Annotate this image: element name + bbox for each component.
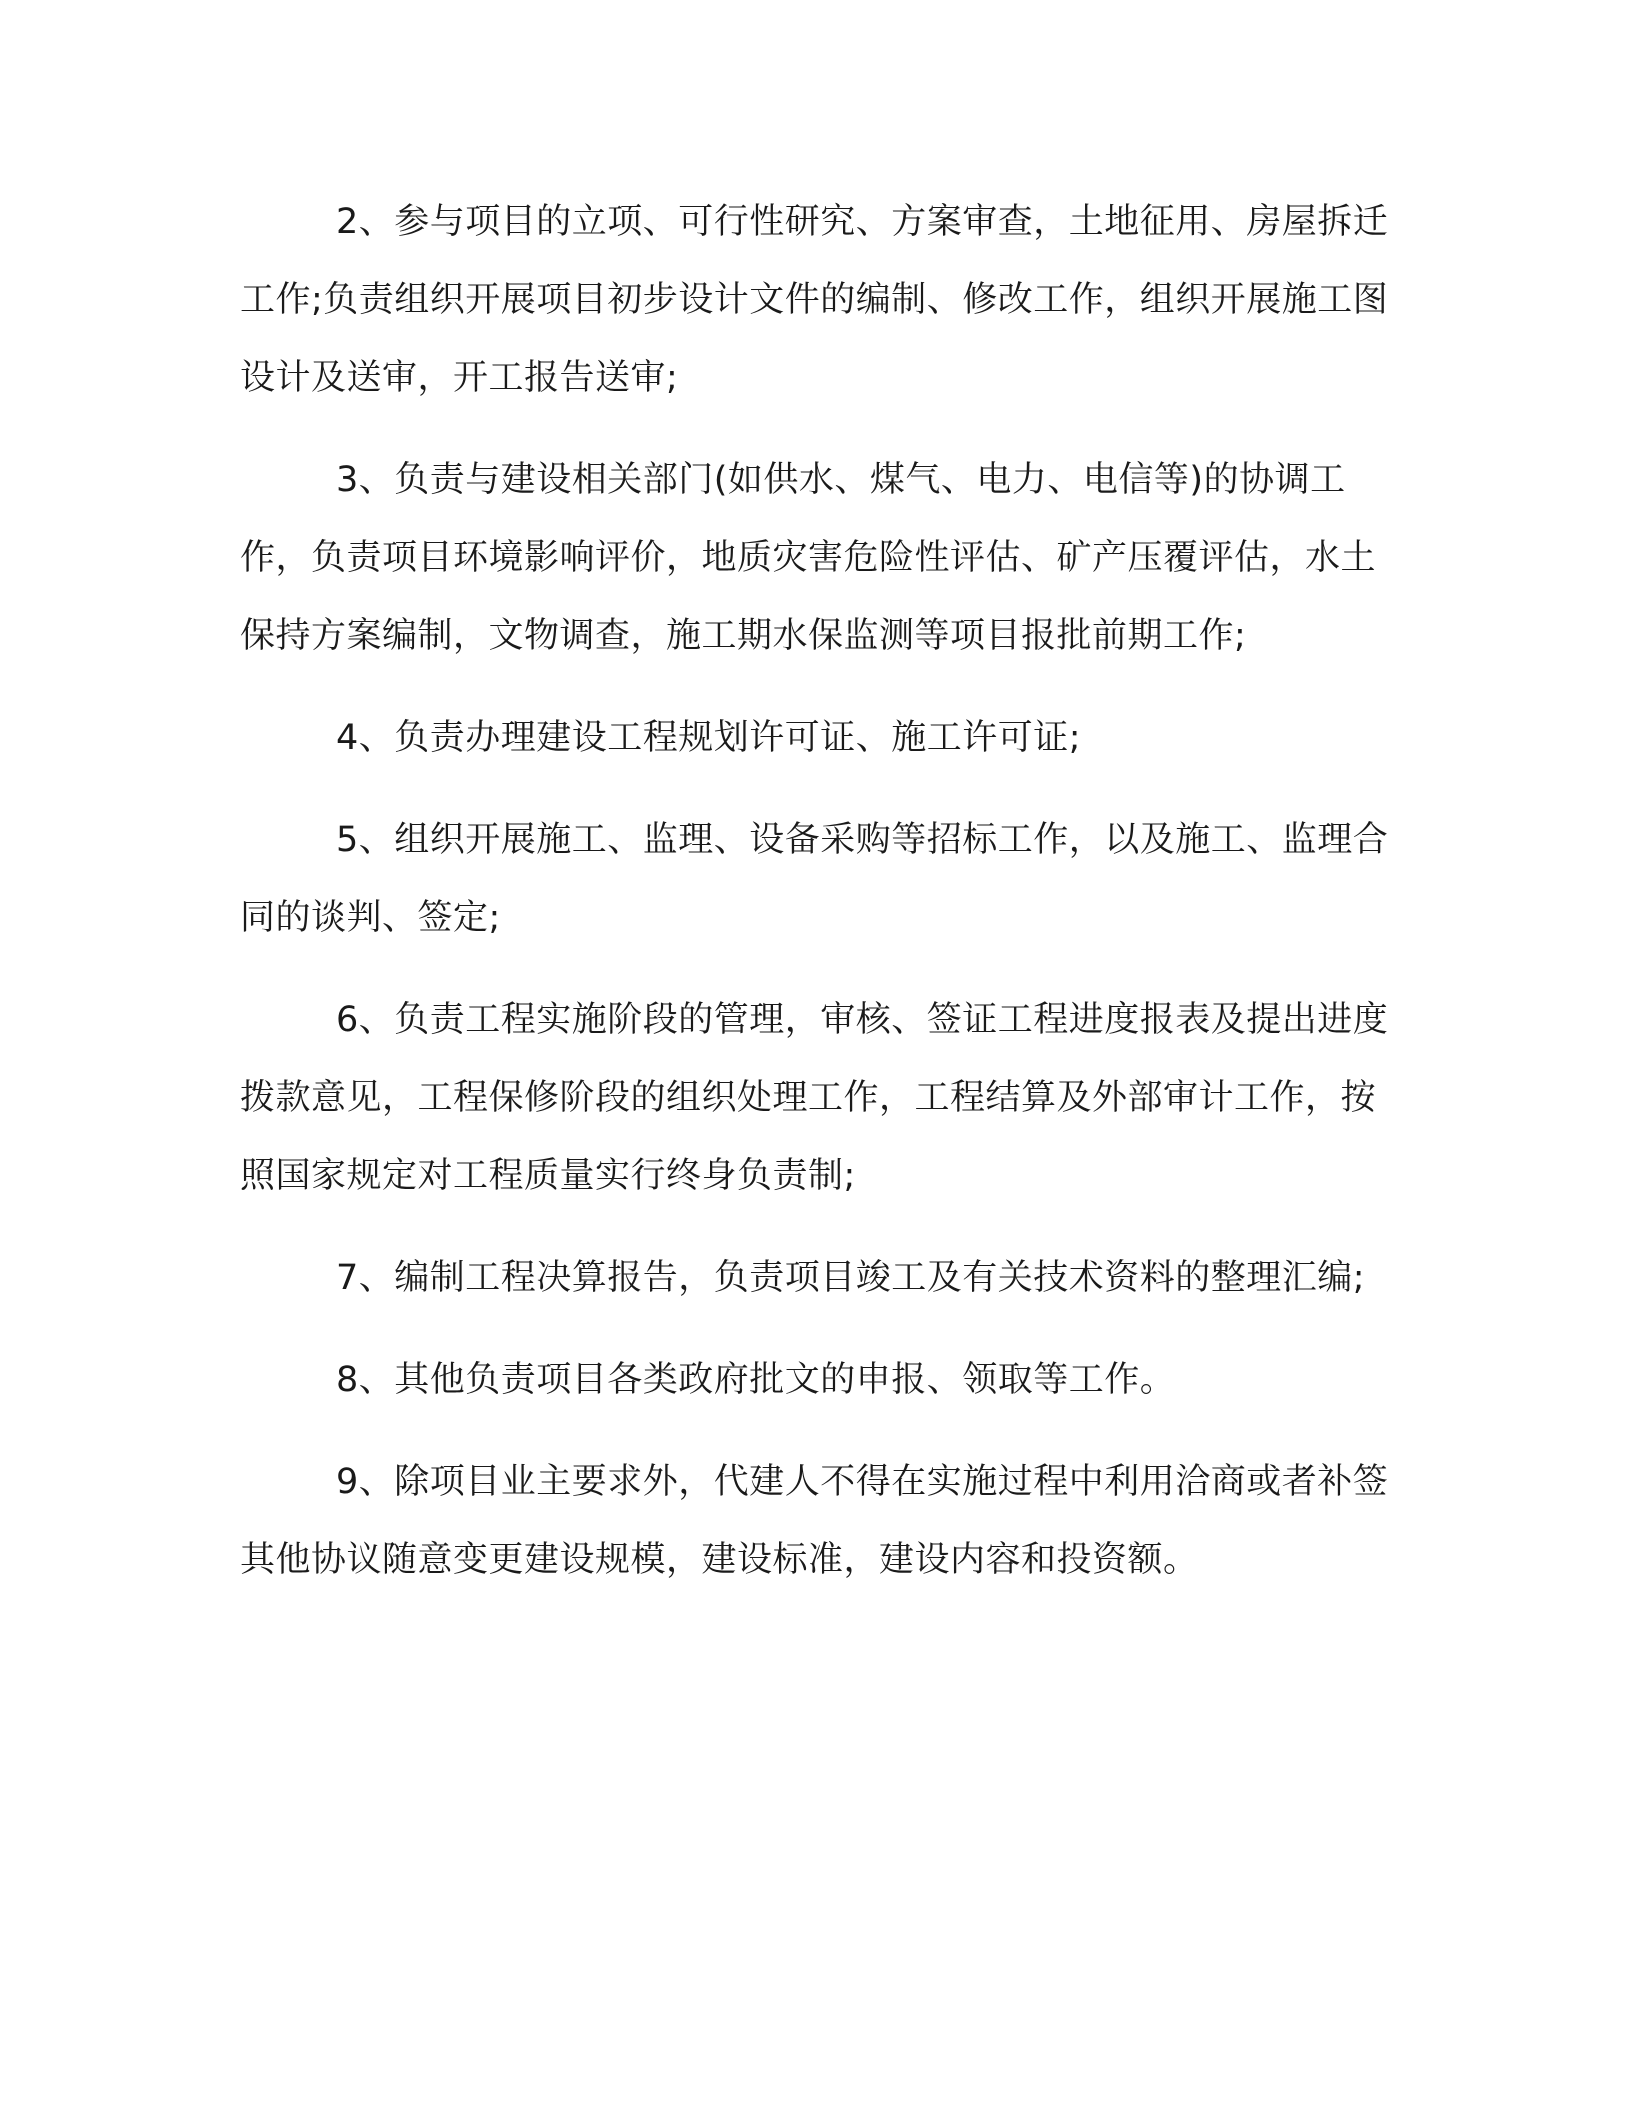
paragraph-item-7: 7、编制工程决算报告，负责项目竣工及有关技术资料的整理汇编; bbox=[336, 1258, 1366, 1298]
paragraph-item-5: 5、组织开展施工、监理、设备采购等招标工作，以及施工、监理合同的谈判、签定; bbox=[240, 820, 1389, 938]
paragraph-item-2: 2、参与项目的立项、可行性研究、方案审查，土地征用、房屋拆迁工作;负责组织开展项目初步设计文件的编制、修改工作，组织开展施工图设计及送审，开工报告送审; bbox=[240, 202, 1389, 398]
paragraph-item-3: 3、负责与建设相关部门(如供水、煤气、电力、电信等)的协调工作，负责项目环境影响评价，地质灾害危险性评估、矿产压覆评估，水土保持方案编制，文物调查，施工期水保监测等项目报批前期工作; bbox=[240, 460, 1377, 656]
document-body bbox=[240, 183, 1390, 1623]
paragraph-item-9: 9、除项目业主要求外，代建人不得在实施过程中利用洽商或者补签其他协议随意变更建设规模，建设标准，建设内容和投资额。 bbox=[240, 1462, 1389, 1580]
paragraph-item-8: 8、其他负责项目各类政府批文的申报、领取等工作。 bbox=[336, 1360, 1176, 1400]
paragraph-item-4: 4、负责办理建设工程规划许可证、施工许可证; bbox=[336, 718, 1082, 758]
paragraph-item-6: 6、负责工程实施阶段的管理，审核、签证工程进度报表及提出进度拨款意见，工程保修阶段的组织处理工作，工程结算及外部审计工作，按照国家规定对工程质量实行终身负责制; bbox=[240, 1000, 1389, 1196]
